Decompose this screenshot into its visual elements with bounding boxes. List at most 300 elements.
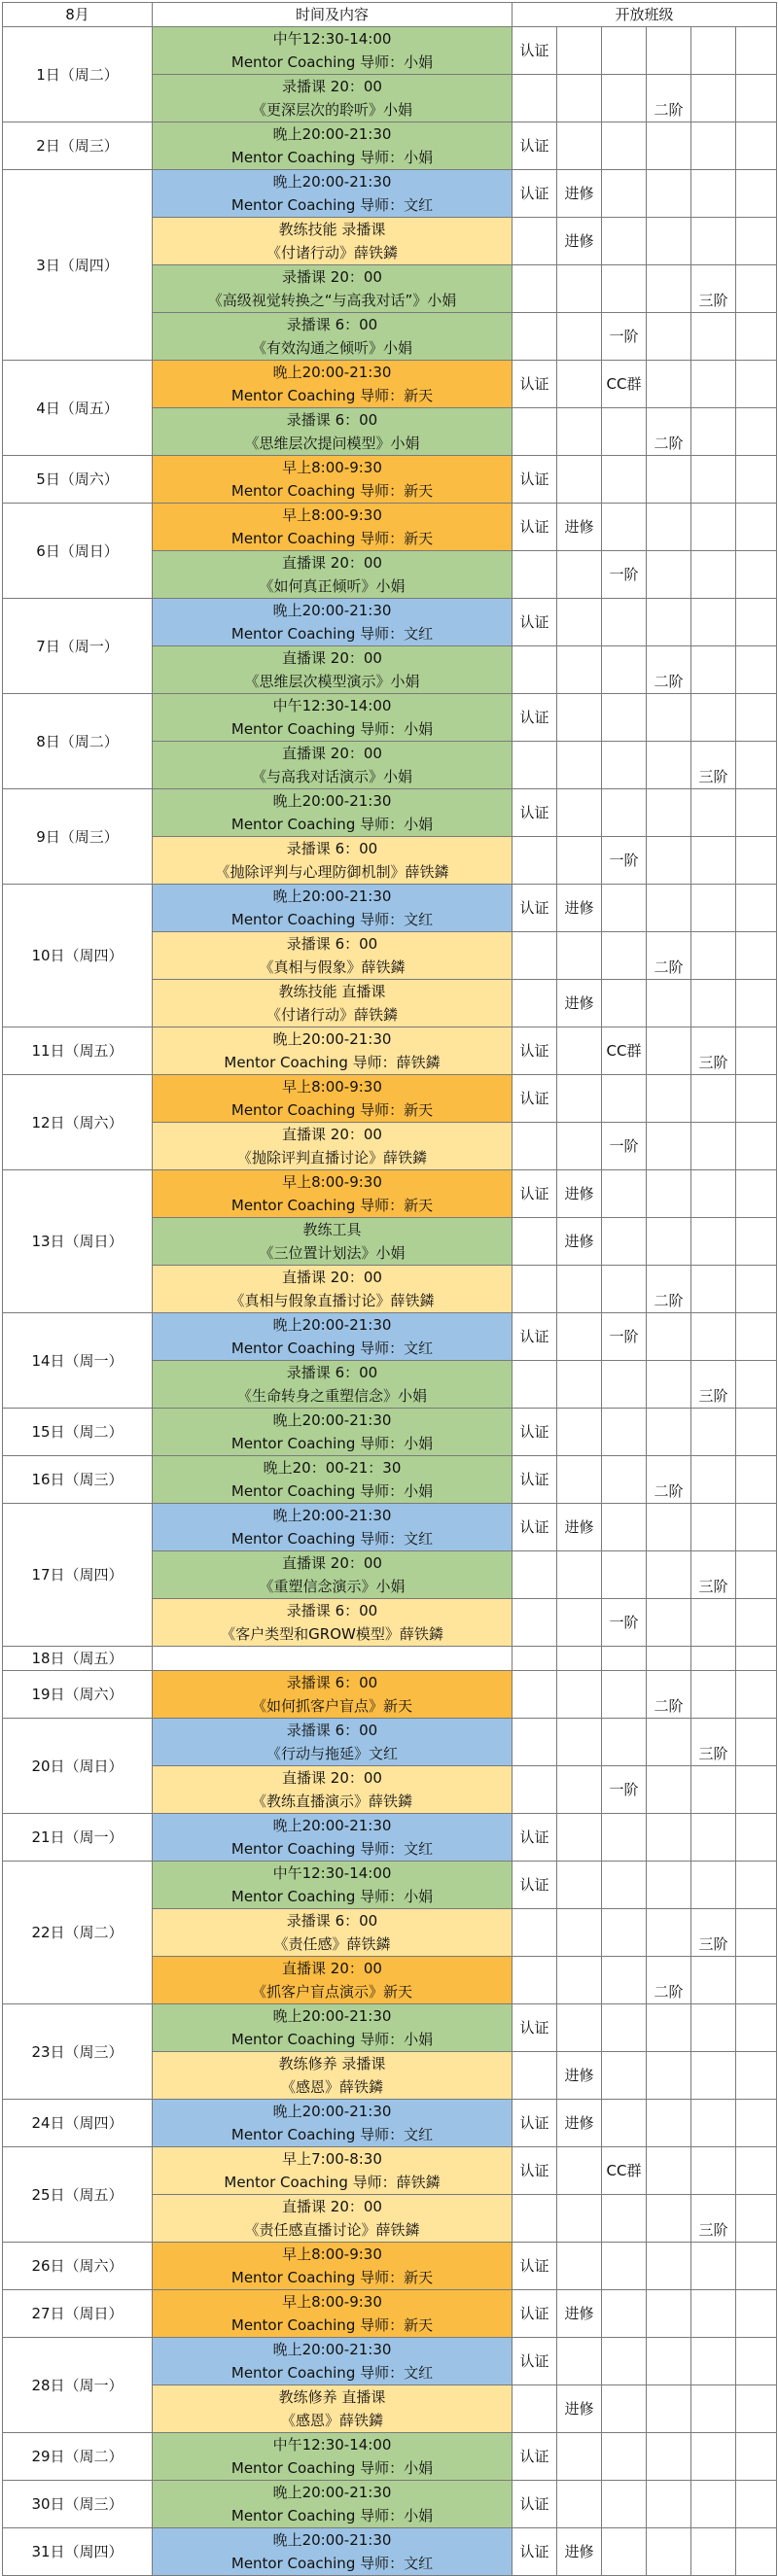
class-tag-cell [647,694,691,742]
class-tag-cell [691,1814,736,1862]
class-tag-cell [513,218,557,265]
class-tag-cell [691,1409,736,1456]
event-cell [153,551,513,599]
event-cell [153,1409,513,1456]
class-tag-cell: 进修 [557,2528,602,2576]
event-cell [153,2147,513,2195]
event-title: Mentor Coaching 导师：小娟 [230,816,434,833]
class-tag-cell [736,408,777,456]
class-tag-cell [602,2004,647,2052]
class-tag-cell [691,361,736,408]
class-tag-cell: 认证 [513,1170,557,1218]
event-title: 《真相与假象》薛铁鏻 [259,958,406,976]
class-tag-cell: 进修 [557,2100,602,2147]
class-tag-cell: 三阶 [691,1909,736,1957]
event-title: 《责任感》薛铁鏻 [273,1935,391,1953]
class-tag-cell [736,1719,777,1766]
header-month: 8月 [3,3,153,27]
class-tag-cell [736,265,777,313]
header-content: 时间及内容 [153,3,513,27]
class-tag-cell [557,1909,602,1957]
event-title: 《思维层次提问模型》小娟 [244,435,420,452]
schedule-row [3,361,777,408]
class-tag-cell [691,75,736,122]
event-time: 录播课 6：00 [286,1674,378,1691]
class-tag-cell: 进修 [557,1504,602,1551]
class-tag-cell: 二阶 [647,408,691,456]
event-time: 直播课 20：00 [282,1554,382,1572]
class-tag-cell: CC群 [602,361,647,408]
event-cell [153,1599,513,1647]
event-cell [153,2481,513,2528]
class-tag-cell [602,1647,647,1671]
class-tag-cell [647,456,691,504]
event-cell [153,1504,513,1551]
event-time: 录播课 20：00 [282,268,382,286]
event-title: 《抛除评判与心理防御机制》薛铁鏻 [215,863,449,881]
day-date: 18日（周五） [3,1647,153,1671]
day-date: 6日（周日） [3,504,153,599]
class-tag-cell: 认证 [513,2243,557,2290]
event-cell [153,932,513,980]
event-time: 直播课 20：00 [282,554,382,572]
event-title: Mentor Coaching 导师：文红 [230,1840,434,1858]
event-title: 《感恩》薛铁鏻 [280,2078,383,2096]
class-tag-cell [647,1170,691,1218]
event-cell [153,1862,513,1909]
class-tag-cell [736,837,777,885]
class-tag-cell [602,504,647,551]
day-date: 14日（周一） [3,1313,153,1409]
event-cell [153,694,513,742]
class-tag-cell [691,1075,736,1123]
header-row [3,3,777,27]
schedule-row [3,2338,777,2385]
event-cell [153,1075,513,1123]
class-tag-cell [736,1361,777,1409]
class-tag-cell [736,27,777,75]
class-tag-cell [691,837,736,885]
class-tag-cell: 三阶 [691,1719,736,1766]
event-time: 录播课 6：00 [286,1602,378,1619]
class-tag-cell [513,1719,557,1766]
event-title: Mentor Coaching 导师：文红 [230,1530,434,1548]
event-time: 教练修养 录播课 [278,2055,386,2072]
event-title: 《更深层次的聆听》小娟 [251,101,412,119]
class-tag-cell [647,1361,691,1409]
class-tag-cell [691,2052,736,2100]
class-tag-cell [736,1075,777,1123]
event-cell [153,2100,513,2147]
schedule-row [3,1170,777,1218]
class-tag-cell: 三阶 [691,1551,736,1599]
class-tag-cell: 二阶 [647,1266,691,1313]
class-tag-cell [602,2385,647,2433]
class-tag-cell [691,885,736,932]
event-time: 早上8:00-9:30 [282,506,382,524]
event-title: 《如何真正倾听》小娟 [259,577,406,595]
class-tag-cell [647,1075,691,1123]
event-title: 《教练直播演示》薛铁鏻 [251,1793,412,1810]
day-date: 28日（周一） [3,2338,153,2433]
class-tag-cell: 进修 [557,2290,602,2338]
class-tag-cell: 认证 [513,2338,557,2385]
class-tag-cell [557,1027,602,1075]
schedule-row [3,1027,777,1075]
event-time: 教练技能 直播课 [278,983,386,1000]
event-cell-empty [153,1647,513,1671]
class-tag-cell: 认证 [513,789,557,837]
event-title: 《高级视觉转换之“与高我对话”》小娟 [207,292,457,309]
class-tag-cell [513,408,557,456]
class-tag-cell [513,980,557,1027]
class-tag-cell [602,408,647,456]
event-time: 录播课 6：00 [286,411,378,429]
schedule-row [3,1647,777,1671]
schedule-row [3,2243,777,2290]
class-tag-cell [647,1504,691,1551]
class-tag-cell [647,2433,691,2481]
class-tag-cell [691,646,736,694]
class-tag-cell [602,1862,647,1909]
class-tag-cell: 认证 [513,1313,557,1361]
class-tag-cell [557,2004,602,2052]
class-tag-cell [736,1027,777,1075]
event-cell [153,27,513,75]
class-tag-cell [647,2290,691,2338]
class-tag-cell [647,2338,691,2385]
class-tag-cell: 认证 [513,456,557,504]
class-tag-cell [736,1504,777,1551]
class-tag-cell [647,122,691,170]
class-tag-cell: 认证 [513,1409,557,1456]
class-tag-cell [647,980,691,1027]
event-cell [153,742,513,789]
event-cell [153,1361,513,1409]
event-cell [153,408,513,456]
schedule-row [3,2290,777,2338]
class-tag-cell: 二阶 [647,75,691,122]
event-title: 《付诸行动》薛铁鏻 [265,244,398,261]
class-tag-cell [691,504,736,551]
class-tag-cell [691,2433,736,2481]
schedule-row [3,27,777,75]
day-date: 23日（周三） [3,2004,153,2100]
day-date: 1日（周二） [3,27,153,122]
class-tag-cell [513,1599,557,1647]
class-tag-cell [647,789,691,837]
class-tag-cell [513,646,557,694]
schedule-body [3,3,777,2576]
class-tag-cell [736,1909,777,1957]
class-tag-cell [602,932,647,980]
class-tag-cell [736,122,777,170]
event-time: 直播课 20：00 [282,1769,382,1787]
class-tag-cell [736,313,777,361]
class-tag-cell [513,1266,557,1313]
class-tag-cell [691,2147,736,2195]
class-tag-cell [647,27,691,75]
event-title: 《如何抓客户盲点》新天 [251,1697,412,1715]
class-tag-cell [513,837,557,885]
class-tag-cell [557,2195,602,2243]
class-tag-cell [736,1551,777,1599]
event-cell [153,1909,513,1957]
class-tag-cell: 一阶 [602,551,647,599]
event-cell [153,1957,513,2004]
class-tag-cell: 三阶 [691,265,736,313]
class-tag-cell: 一阶 [602,1123,647,1170]
class-tag-cell [513,75,557,122]
class-tag-cell: 认证 [513,2481,557,2528]
event-time: 直播课 20：00 [282,1126,382,1143]
event-time: 录播课 6：00 [286,316,378,333]
event-title: Mentor Coaching 导师：文红 [230,911,434,928]
class-tag-cell [602,789,647,837]
schedule-row [3,1862,777,1909]
class-tag-cell [602,742,647,789]
class-tag-cell [736,885,777,932]
class-tag-cell [736,551,777,599]
class-tag-cell [691,551,736,599]
event-time: 晚上20:00-21:30 [272,2103,392,2120]
class-tag-cell [736,2100,777,2147]
class-tag-cell [557,2338,602,2385]
class-tag-cell [557,1123,602,1170]
class-tag-cell [736,1647,777,1671]
day-date: 4日（周五） [3,361,153,456]
class-tag-cell [557,1075,602,1123]
day-date: 31日（周四） [3,2528,153,2576]
class-tag-cell [557,1647,602,1671]
event-title: Mentor Coaching 导师：小娟 [230,1888,434,1905]
class-tag-cell [557,2243,602,2290]
schedule-row [3,122,777,170]
event-cell [153,456,513,504]
class-tag-cell [736,2052,777,2100]
class-tag-cell [602,1909,647,1957]
event-title: Mentor Coaching 导师：新天 [230,387,434,404]
class-tag-cell [736,1671,777,1719]
event-title: Mentor Coaching 导师：新天 [230,530,434,547]
class-tag-cell [647,599,691,646]
class-tag-cell [647,1313,691,1361]
class-tag-cell [736,170,777,218]
class-tag-cell [736,361,777,408]
class-tag-cell [647,1218,691,1266]
class-tag-cell [736,2385,777,2433]
class-tag-cell [736,1266,777,1313]
event-title: Mentor Coaching 导师：薛铁鏻 [224,2174,441,2191]
class-tag-cell [691,218,736,265]
class-tag-cell [602,1551,647,1599]
event-cell [153,2004,513,2052]
schedule-row [3,2147,777,2195]
event-title: Mentor Coaching 导师：小娟 [230,2031,434,2048]
class-tag-cell [736,2433,777,2481]
event-time: 晚上20:00-21:30 [272,1411,392,1429]
event-cell [153,1266,513,1313]
class-tag-cell [736,456,777,504]
schedule-row [3,456,777,504]
class-tag-cell [557,1814,602,1862]
class-tag-cell: 进修 [557,170,602,218]
class-tag-cell [736,2481,777,2528]
event-cell [153,2385,513,2433]
class-tag-cell [736,789,777,837]
event-title: Mentor Coaching 导师：新天 [230,1197,434,1214]
event-title: Mentor Coaching 导师：小娟 [230,1435,434,1452]
day-date: 8日（周二） [3,694,153,789]
class-tag-cell [691,1671,736,1719]
class-tag-cell [602,1266,647,1313]
event-cell [153,2433,513,2481]
class-tag-cell [557,313,602,361]
schedule-table [2,2,777,2576]
class-tag-cell [736,1862,777,1909]
class-tag-cell: 认证 [513,1075,557,1123]
class-tag-cell [557,1456,602,1504]
day-date: 15日（周二） [3,1409,153,1456]
event-time: 晚上20:00-21:30 [272,602,392,619]
class-tag-cell: 二阶 [647,1456,691,1504]
event-title: 《生命转身之重塑信念》小娟 [236,1387,427,1405]
class-tag-cell [647,1719,691,1766]
class-tag-cell [736,75,777,122]
class-tag-cell [647,218,691,265]
class-tag-cell [691,1266,736,1313]
class-tag-cell [647,1862,691,1909]
class-tag-cell [557,456,602,504]
class-tag-cell [557,27,602,75]
class-tag-cell [691,2100,736,2147]
class-tag-cell [691,1218,736,1266]
class-tag-cell [736,2147,777,2195]
day-date: 10日（周四） [3,885,153,1027]
event-time: 直播课 20：00 [282,649,382,667]
event-title: Mentor Coaching 导师：新天 [230,2316,434,2334]
class-tag-cell [602,1170,647,1218]
schedule-row [3,170,777,218]
day-date: 25日（周五） [3,2147,153,2243]
event-title: Mentor Coaching 导师：薛铁鏻 [224,1054,441,1071]
event-cell [153,75,513,122]
event-cell [153,1671,513,1719]
header-classes: 开放班级 [513,3,777,27]
class-tag-cell [557,361,602,408]
class-tag-cell [557,1313,602,1361]
class-tag-cell [513,932,557,980]
event-cell [153,1313,513,1361]
class-tag-cell [647,1027,691,1075]
class-tag-cell [647,361,691,408]
event-time: 晚上20:00-21:30 [272,2484,392,2501]
class-tag-cell [557,599,602,646]
class-tag-cell [602,2433,647,2481]
event-title: Mentor Coaching 导师：新天 [230,2269,434,2286]
class-tag-cell [513,1361,557,1409]
class-tag-cell: 三阶 [691,742,736,789]
class-tag-cell [647,170,691,218]
schedule-row [3,1456,777,1504]
event-title: Mentor Coaching 导师：文红 [230,1340,434,1357]
class-tag-cell [557,408,602,456]
class-tag-cell [602,1814,647,1862]
class-tag-cell [691,789,736,837]
class-tag-cell [647,2147,691,2195]
day-date: 12日（周六） [3,1075,153,1170]
event-time: 录播课 6：00 [286,1364,378,1381]
class-tag-cell [647,1409,691,1456]
event-title: Mentor Coaching 导师：文红 [230,196,434,214]
class-tag-cell: 进修 [557,2385,602,2433]
class-tag-cell: 一阶 [602,1599,647,1647]
class-tag-cell [513,1671,557,1719]
event-title: 《抛除评判直播讨论》薛铁鏻 [236,1149,427,1166]
class-tag-cell [602,694,647,742]
event-time: 录播课 6：00 [286,1722,378,1739]
class-tag-cell: 认证 [513,1456,557,1504]
day-date: 30日（周三） [3,2481,153,2528]
class-tag-cell [513,1957,557,2004]
day-date: 21日（周一） [3,1814,153,1862]
event-title: 《真相与假象直播讨论》薛铁鏻 [230,1292,435,1309]
class-tag-cell [691,1313,736,1361]
class-tag-cell [602,1075,647,1123]
schedule-row [3,789,777,837]
event-cell [153,2052,513,2100]
class-tag-cell: 一阶 [602,313,647,361]
class-tag-cell [602,218,647,265]
class-tag-cell [736,1957,777,2004]
event-title: Mentor Coaching 导师：小娟 [230,720,434,738]
class-tag-cell [557,789,602,837]
class-tag-cell [691,2290,736,2338]
event-title: Mentor Coaching 导师：文红 [230,2126,434,2143]
class-tag-cell [602,1361,647,1409]
day-date: 5日（周六） [3,456,153,504]
event-cell [153,122,513,170]
class-tag-cell [602,2528,647,2576]
class-tag-cell [736,932,777,980]
class-tag-cell: 认证 [513,2100,557,2147]
day-date: 9日（周三） [3,789,153,885]
class-tag-cell [647,1909,691,1957]
day-date: 26日（周六） [3,2243,153,2290]
class-tag-cell: 认证 [513,504,557,551]
class-tag-cell [557,1957,602,2004]
event-time: 晚上20:00-21:30 [272,1316,392,1334]
event-time: 晚上20:00-21:30 [272,173,392,191]
class-tag-cell [557,75,602,122]
event-time: 晚上20:00-21:30 [272,792,392,810]
class-tag-cell [602,1456,647,1504]
schedule-row [3,2100,777,2147]
class-tag-cell [557,1862,602,1909]
event-title: 《客户类型和GROW模型》薛铁鏻 [221,1625,443,1643]
class-tag-cell [736,599,777,646]
event-time: 直播课 20：00 [282,1269,382,1286]
class-tag-cell: 进修 [557,1218,602,1266]
class-tag-cell: 认证 [513,1814,557,1862]
class-tag-cell [602,1957,647,2004]
class-tag-cell [691,170,736,218]
event-time: 直播课 20：00 [282,745,382,762]
event-time: 晚上20:00-21:30 [272,125,392,143]
class-tag-cell [691,1647,736,1671]
class-tag-cell [647,885,691,932]
class-tag-cell [557,1599,602,1647]
